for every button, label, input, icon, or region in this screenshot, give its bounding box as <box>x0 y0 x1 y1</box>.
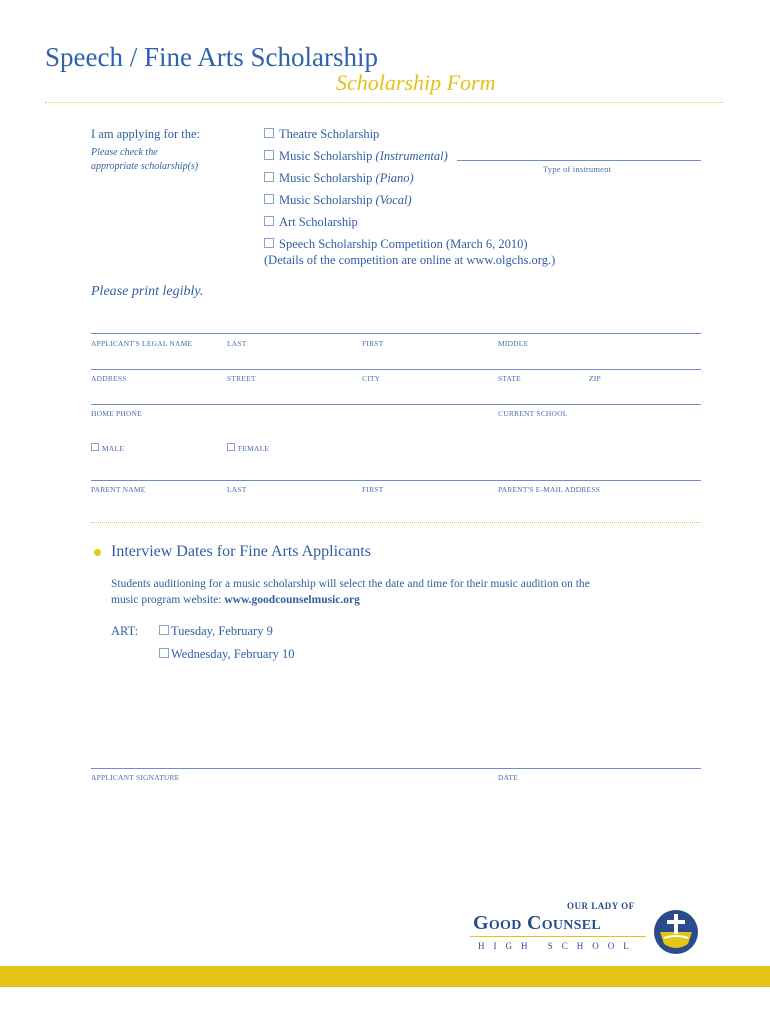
street-label: STREET <box>227 374 256 383</box>
applying-label: I am applying for the: <box>91 127 200 141</box>
logo-divider <box>470 936 646 937</box>
option-music-piano[interactable]: Music Scholarship (Piano) <box>264 171 414 186</box>
art-label: ART: <box>111 624 139 638</box>
parent-name-label: PARENT NAME <box>91 485 146 494</box>
checkbox[interactable] <box>264 238 274 248</box>
zip-label: ZIP <box>589 374 601 383</box>
checkbox[interactable] <box>264 216 274 226</box>
music-website-link[interactable]: www.goodcounselmusic.org <box>224 594 360 606</box>
option-theatre[interactable]: Theatre Scholarship <box>264 127 379 142</box>
state-label: STATE <box>498 374 521 383</box>
checkbox[interactable] <box>264 150 274 160</box>
crest-icon <box>650 908 702 956</box>
parent-last-label: LAST <box>227 485 247 494</box>
option-music-vocal[interactable]: Music Scholarship (Vocal) <box>264 193 412 208</box>
applying-note-line2: appropriate scholarship(s) <box>91 161 199 172</box>
applying-note-line1: Please check the <box>91 147 158 158</box>
section-divider <box>91 522 701 523</box>
phone-line[interactable] <box>91 404 701 405</box>
checkbox[interactable] <box>264 194 274 204</box>
bullet-icon <box>94 549 101 556</box>
current-school-label: CURRENT SCHOOL <box>498 409 568 418</box>
city-label: CITY <box>362 374 381 383</box>
applicant-name-label: APPLICANT'S LEGAL NAME <box>91 339 193 348</box>
date-option-tuesday[interactable]: Tuesday, February 9 <box>159 624 273 639</box>
signature-label: APPLICANT SIGNATURE <box>91 773 180 782</box>
first-label: FIRST <box>362 339 384 348</box>
checkbox[interactable] <box>227 443 235 451</box>
option-music-instrumental[interactable]: Music Scholarship (Instrumental) <box>264 149 448 164</box>
checkbox[interactable] <box>264 172 274 182</box>
middle-label: MIDDLE <box>498 339 529 348</box>
logo-top-text: OUR LADY OF <box>567 901 635 911</box>
checkbox[interactable] <box>264 128 274 138</box>
option-art[interactable]: Art Scholarship <box>264 215 358 230</box>
instrument-input-line[interactable] <box>457 160 701 161</box>
print-legibly-note: Please print legibly. <box>91 284 204 299</box>
instrument-caption: Type of instrument <box>543 164 612 174</box>
parent-line[interactable] <box>91 480 701 481</box>
footer-bar <box>0 966 770 987</box>
last-label: LAST <box>227 339 247 348</box>
checkbox[interactable] <box>159 648 169 658</box>
logo-sub-text: HIGH SCHOOL <box>478 941 638 951</box>
home-phone-label: HOME PHONE <box>91 409 142 418</box>
checkbox[interactable] <box>159 625 169 635</box>
date-option-wednesday[interactable]: Wednesday, February 10 <box>159 647 295 662</box>
parent-email-label: PARENT'S E-MAIL ADDRESS <box>498 485 601 494</box>
male-option[interactable]: MALE <box>91 443 124 453</box>
date-label: DATE <box>498 773 518 782</box>
checkbox[interactable] <box>91 443 99 451</box>
page-title: Speech / Fine Arts Scholarship <box>45 42 378 72</box>
page-subtitle: Scholarship Form <box>336 70 496 95</box>
address-line[interactable] <box>91 369 701 370</box>
address-label: ADDRESS <box>91 374 127 383</box>
school-logo <box>470 898 710 958</box>
header-divider <box>45 102 723 103</box>
parent-first-label: FIRST <box>362 485 384 494</box>
speech-details: (Details of the competition are online at www.olgchs.org.) <box>264 253 556 267</box>
option-speech[interactable]: Speech Scholarship Competition (March 6, 2010) <box>264 237 528 252</box>
female-option[interactable]: FEMALE <box>227 443 269 453</box>
name-line[interactable] <box>91 333 701 334</box>
interview-paragraph: Students auditioning for a music scholarship will select the date and time for their music audition on the music program website: www.goodcounselmusic.org <box>111 578 590 606</box>
logo-main-text: Good Counsel <box>473 912 602 934</box>
interview-heading: Interview Dates for Fine Arts Applicants <box>111 543 371 560</box>
signature-line[interactable] <box>91 768 701 769</box>
